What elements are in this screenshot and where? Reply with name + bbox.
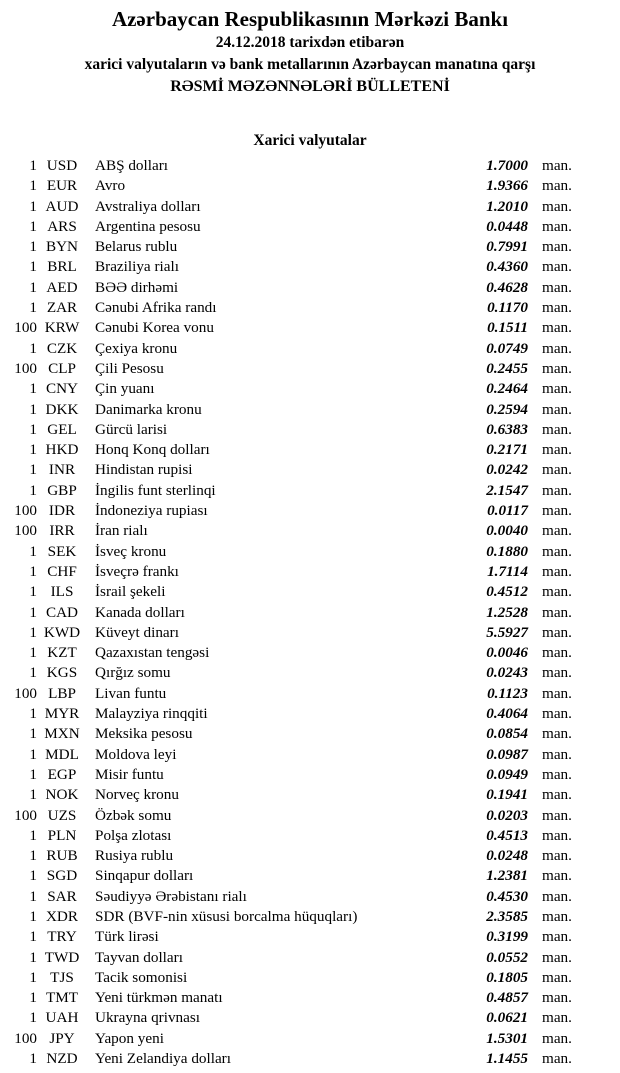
table-row (0, 298, 620, 318)
currency-name: Misir funtu (95, 765, 164, 783)
currency-unit-label: man. (542, 420, 572, 438)
currency-quantity: 1 (29, 299, 37, 317)
currency-unit-label: man. (542, 745, 572, 763)
currency-rate: 0.4064 (486, 705, 528, 723)
currency-quantity: 1 (29, 400, 37, 418)
currency-rate: 0.0046 (486, 644, 528, 662)
currency-name: Yapon yeni (95, 1029, 164, 1047)
currency-code: UZS (47, 806, 77, 824)
currency-name: Yeni türkmən manatı (95, 989, 223, 1007)
currency-unit-label: man. (542, 705, 572, 723)
currency-code: PLN (47, 826, 77, 844)
currency-unit-label: man. (542, 583, 572, 601)
currency-rate: 0.0987 (486, 745, 528, 763)
currency-code: CNY (45, 380, 79, 398)
currency-quantity: 1 (29, 786, 37, 804)
currency-name: ABŞ dolları (95, 157, 168, 174)
currency-rate: 0.1511 (487, 319, 528, 337)
currency-name: İsveç kronu (95, 542, 167, 560)
currency-name: Livan funtu (95, 684, 167, 702)
currency-quantity: 1 (29, 765, 37, 783)
currency-rate: 0.2171 (486, 441, 528, 459)
currency-unit-label: man. (542, 258, 572, 276)
currency-quantity: 100 (14, 1029, 37, 1047)
table-row (0, 440, 620, 460)
table-row (0, 176, 620, 196)
currency-quantity: 100 (14, 522, 37, 540)
currency-quantity: 1 (29, 583, 37, 601)
currency-name: Tayvan dolları (95, 948, 183, 966)
currency-code: BYN (45, 238, 79, 256)
currency-code: NZD (46, 1050, 78, 1068)
table-row (0, 724, 620, 744)
table-row (0, 156, 620, 176)
currency-name: Polşa zlotası (95, 826, 172, 844)
currency-code: DKK (45, 400, 79, 418)
currency-code: SEK (47, 542, 77, 560)
currency-rate: 1.2381 (486, 867, 528, 885)
currency-code: TJS (50, 968, 74, 986)
currency-code: ILS (50, 583, 74, 601)
currency-name: Rusiya rublu (95, 847, 174, 865)
currency-code: AUD (45, 197, 79, 215)
currency-rate: 0.0117 (487, 502, 528, 520)
bulletin-header (0, 0, 620, 98)
currency-rate: 1.7000 (486, 157, 528, 174)
currency-name: Çin yuanı (95, 380, 155, 398)
currency-rate: 1.2528 (486, 603, 528, 621)
table-row (0, 257, 620, 277)
currency-code: UAH (45, 1009, 79, 1027)
currency-name: Cənubi Korea vonu (95, 319, 214, 337)
currency-rate: 5.5927 (486, 623, 528, 641)
currency-unit-label: man. (542, 441, 572, 459)
currency-rate: 2.1547 (486, 481, 528, 499)
currency-rate: 0.7991 (486, 238, 528, 256)
currency-rate: 0.2455 (486, 359, 528, 377)
currency-rate: 1.7114 (487, 562, 528, 580)
currency-code: LBP (48, 684, 76, 702)
table-row (0, 826, 620, 846)
currency-code: KGS (46, 664, 78, 682)
currency-rate: 0.6383 (486, 420, 528, 438)
currency-unit-label: man. (542, 542, 572, 560)
currency-rates-table (0, 156, 620, 1069)
currency-name: İsrail şekeli (95, 583, 166, 601)
currency-quantity: 1 (29, 157, 37, 174)
currency-quantity: 100 (14, 684, 37, 702)
currency-unit-label: man. (542, 461, 572, 479)
currency-quantity: 1 (29, 1009, 37, 1027)
currency-quantity: 1 (29, 603, 37, 621)
currency-unit-label: man. (542, 623, 572, 641)
table-row (0, 806, 620, 826)
table-row (0, 1008, 620, 1028)
currency-quantity: 1 (29, 847, 37, 865)
currency-quantity: 1 (29, 705, 37, 723)
table-row (0, 927, 620, 947)
currency-quantity: 1 (29, 623, 37, 641)
currency-name: İngilis funt sterlinqi (95, 481, 216, 499)
currency-rate: 1.1455 (486, 1050, 528, 1068)
currency-name: Belarus rublu (95, 238, 178, 256)
currency-name: Honq Konq dolları (95, 441, 210, 459)
currency-unit-label: man. (542, 380, 572, 398)
currency-name: Türk lirəsi (95, 928, 159, 946)
currency-rate: 0.0248 (486, 847, 528, 865)
currency-quantity: 1 (29, 948, 37, 966)
bank-title: Azərbaycan Respublikasının Mərkəzi Bankı (111, 7, 509, 31)
table-row (0, 1049, 620, 1069)
table-row (0, 866, 620, 886)
currency-code: EUR (46, 177, 78, 195)
table-row (0, 948, 620, 968)
currency-rate: 0.4512 (486, 583, 528, 601)
currency-quantity: 1 (29, 481, 37, 499)
table-row (0, 1029, 620, 1049)
currency-quantity: 1 (29, 989, 37, 1007)
currency-unit-label: man. (542, 806, 572, 824)
currency-rate: 0.1805 (486, 968, 528, 986)
currency-name: Çili Pesosu (95, 359, 164, 377)
currency-quantity: 1 (29, 826, 37, 844)
currency-unit-label: man. (542, 1029, 572, 1047)
currency-code: HKD (45, 441, 79, 459)
table-row (0, 379, 620, 399)
currency-rate: 0.4530 (486, 887, 528, 905)
table-row (0, 704, 620, 724)
currency-unit-label: man. (542, 177, 572, 195)
currency-unit-label: man. (542, 238, 572, 256)
currency-unit-label: man. (542, 319, 572, 337)
currency-name: Avro (95, 177, 126, 195)
table-row (0, 318, 620, 338)
currency-unit-label: man. (542, 502, 572, 520)
currency-rate: 0.0243 (486, 664, 528, 682)
currency-quantity: 1 (29, 339, 37, 357)
currency-code: TRY (47, 928, 77, 946)
currency-unit-label: man. (542, 217, 572, 235)
table-row (0, 237, 620, 257)
currency-rate: 0.1880 (486, 542, 528, 560)
currency-code: ZAR (46, 299, 78, 317)
currency-quantity: 1 (29, 725, 37, 743)
currency-quantity: 1 (29, 664, 37, 682)
currency-rate: 0.0242 (486, 461, 528, 479)
currency-name: Kanada dolları (95, 603, 185, 621)
currency-quantity: 1 (29, 968, 37, 986)
currency-name: Küveyt dinarı (95, 623, 179, 641)
currency-rate: 0.4857 (486, 989, 528, 1007)
currency-code: SAR (47, 887, 77, 905)
currency-unit-label: man. (542, 562, 572, 580)
currency-code: MYR (44, 705, 80, 723)
table-row (0, 420, 620, 440)
currency-rate: 0.1123 (487, 684, 528, 702)
currency-name: Meksika pesosu (95, 725, 193, 743)
currency-name: Avstraliya dolları (95, 197, 201, 215)
currency-unit-label: man. (542, 278, 572, 296)
currency-code: ARS (47, 217, 77, 235)
table-row (0, 562, 620, 582)
currency-quantity: 100 (14, 319, 37, 337)
currency-name: Danimarka kronu (95, 400, 202, 418)
currency-name: İsveçrə frankı (95, 562, 179, 580)
currency-unit-label: man. (542, 359, 572, 377)
currency-code: EGP (47, 765, 77, 783)
currency-name: Moldova leyi (95, 745, 177, 763)
currency-quantity: 1 (29, 420, 37, 438)
currency-unit-label: man. (542, 948, 572, 966)
currency-rate: 0.0552 (486, 948, 528, 966)
currency-unit-label: man. (542, 664, 572, 682)
table-row (0, 907, 620, 927)
table-row (0, 887, 620, 907)
currency-quantity: 1 (29, 217, 37, 235)
currency-quantity: 100 (14, 502, 37, 520)
currency-rate: 0.4628 (486, 278, 528, 296)
currency-quantity: 1 (29, 907, 37, 925)
currency-unit-label: man. (542, 644, 572, 662)
currency-quantity: 1 (29, 542, 37, 560)
currency-unit-label: man. (542, 299, 572, 317)
table-row (0, 542, 620, 562)
currency-unit-label: man. (542, 481, 572, 499)
currency-code: TWD (44, 948, 80, 966)
currency-code: KZT (47, 644, 77, 662)
currency-quantity: 1 (29, 441, 37, 459)
currency-name: Malayziya rinqqiti (95, 705, 208, 723)
currency-rate: 0.2594 (486, 400, 528, 418)
currency-unit-label: man. (542, 197, 572, 215)
currency-unit-label: man. (542, 400, 572, 418)
currency-quantity: 1 (29, 562, 37, 580)
currency-name: Braziliya rialı (95, 258, 179, 276)
effective-date: 24.12.2018 tarixdən etibarən (215, 34, 405, 51)
currency-name: Çexiya kronu (95, 339, 178, 357)
currency-rate: 1.2010 (486, 197, 528, 215)
currency-code: INR (48, 461, 76, 479)
table-row (0, 684, 620, 704)
currency-name: Hindistan rupisi (95, 461, 193, 479)
currency-quantity: 1 (29, 461, 37, 479)
currency-rate: 0.3199 (486, 928, 528, 946)
table-row (0, 968, 620, 988)
currency-unit-label: man. (542, 765, 572, 783)
currency-quantity: 1 (29, 380, 37, 398)
currency-name: İran rialı (95, 522, 148, 540)
currency-rate: 0.4513 (486, 826, 528, 844)
currency-quantity: 1 (29, 278, 37, 296)
currency-unit-label: man. (542, 867, 572, 885)
table-row (0, 460, 620, 480)
currency-code: CAD (45, 603, 79, 621)
table-row (0, 785, 620, 805)
currency-rate: 0.0949 (486, 765, 528, 783)
currency-code: RUB (46, 847, 78, 865)
currency-rate: 0.2464 (486, 380, 528, 398)
currency-code: MXN (44, 725, 80, 743)
currency-quantity: 1 (29, 887, 37, 905)
currency-quantity: 1 (29, 644, 37, 662)
table-row (0, 745, 620, 765)
currency-code: SGD (46, 867, 78, 885)
currency-code: XDR (45, 907, 79, 925)
table-row (0, 643, 620, 663)
bulletin-title: RƏSMİ MƏZƏNNƏLƏRİ BÜLLETENİ (170, 78, 450, 95)
currency-unit-label: man. (542, 339, 572, 357)
table-row (0, 481, 620, 501)
currency-unit-label: man. (542, 157, 572, 174)
currency-code: CZK (46, 339, 78, 357)
currency-unit-label: man. (542, 907, 572, 925)
currency-code: TMT (45, 989, 79, 1007)
table-row (0, 988, 620, 1008)
currency-rate: 0.4360 (486, 258, 528, 276)
table-row (0, 846, 620, 866)
currency-quantity: 1 (29, 197, 37, 215)
currency-name: Cənubi Afrika randı (95, 299, 217, 317)
currency-name: Yeni Zelandiya dolları (95, 1050, 231, 1068)
currency-code: JPY (49, 1029, 75, 1047)
currency-unit-label: man. (542, 603, 572, 621)
currency-code: IRR (49, 522, 75, 540)
currency-name: Özbək somu (95, 806, 172, 824)
currency-code: GBP (47, 481, 77, 499)
currency-unit-label: man. (542, 968, 572, 986)
currency-code: NOK (45, 786, 79, 804)
currency-unit-label: man. (542, 847, 572, 865)
currency-unit-label: man. (542, 928, 572, 946)
currency-unit-label: man. (542, 887, 572, 905)
currency-quantity: 1 (29, 867, 37, 885)
table-row (0, 278, 620, 298)
currency-name: İndoneziya rupiası (95, 502, 208, 520)
currency-unit-label: man. (542, 684, 572, 702)
currency-rate: 2.3585 (486, 907, 528, 925)
currency-code: KWD (43, 623, 81, 641)
currency-rate: 0.0749 (486, 339, 528, 357)
currency-name: Tacik somonisi (95, 968, 188, 986)
currency-code: KRW (44, 319, 80, 337)
currency-rate: 0.0203 (486, 806, 528, 824)
currency-rate: 1.9366 (486, 177, 528, 195)
currency-quantity: 1 (29, 238, 37, 256)
currency-quantity: 1 (29, 745, 37, 763)
currency-code: AED (46, 278, 78, 296)
currency-name: SDR (BVF-nin xüsusi borcalma hüquqları) (95, 907, 358, 925)
currency-rate: 1.5301 (486, 1029, 528, 1047)
currency-quantity: 1 (29, 928, 37, 946)
table-row (0, 603, 620, 623)
currency-rate: 0.0621 (486, 1009, 528, 1027)
currency-name: Qazaxıstan tengəsi (95, 644, 210, 662)
currency-code: MDL (45, 745, 79, 763)
currency-name: Səudiyyə Ərəbistanı rialı (95, 887, 247, 905)
currency-code: GEL (47, 420, 77, 438)
table-row (0, 339, 620, 359)
bulletin-subtitle: xarici valyutaların və bank metallarının Azərbaycan manatına qarşı (84, 56, 536, 73)
currency-unit-label: man. (542, 989, 572, 1007)
currency-name: Sinqapur dolları (95, 867, 194, 885)
currency-rate: 0.1941 (486, 786, 528, 804)
table-row (0, 765, 620, 785)
currency-code: CLP (48, 359, 76, 377)
currency-code: CHF (47, 562, 77, 580)
table-row (0, 582, 620, 602)
table-row (0, 623, 620, 643)
currency-code: IDR (48, 502, 76, 520)
currency-rate: 0.0040 (486, 522, 528, 540)
currency-name: Qırğız somu (95, 664, 171, 682)
currency-unit-label: man. (542, 826, 572, 844)
currency-name: Argentina pesosu (95, 217, 201, 235)
currency-unit-label: man. (542, 786, 572, 804)
table-row (0, 663, 620, 683)
currency-name: Gürcü larisi (95, 420, 168, 438)
currency-rate: 0.1170 (487, 299, 528, 317)
currency-rate: 0.0854 (486, 725, 528, 743)
table-row (0, 217, 620, 237)
table-row (0, 501, 620, 521)
currency-quantity: 1 (29, 258, 37, 276)
currency-name: Ukrayna qrivnası (95, 1009, 201, 1027)
currency-quantity: 1 (29, 177, 37, 195)
currency-rate: 0.0448 (486, 217, 528, 235)
currency-quantity: 100 (14, 359, 37, 377)
currency-code: USD (46, 157, 78, 174)
currency-name: Norveç kronu (95, 786, 179, 804)
currency-name: BƏƏ dirhəmi (95, 278, 179, 296)
currency-unit-label: man. (542, 1050, 572, 1068)
currency-unit-label: man. (542, 522, 572, 540)
table-row (0, 197, 620, 217)
currency-code: BRL (47, 258, 77, 276)
table-row (0, 521, 620, 541)
currency-quantity: 1 (29, 1050, 37, 1068)
currency-quantity: 100 (14, 806, 37, 824)
section-title-foreign-currencies: Xarici valyutalar (253, 132, 367, 149)
currency-unit-label: man. (542, 725, 572, 743)
table-row (0, 400, 620, 420)
currency-unit-label: man. (542, 1009, 572, 1027)
table-row (0, 359, 620, 379)
